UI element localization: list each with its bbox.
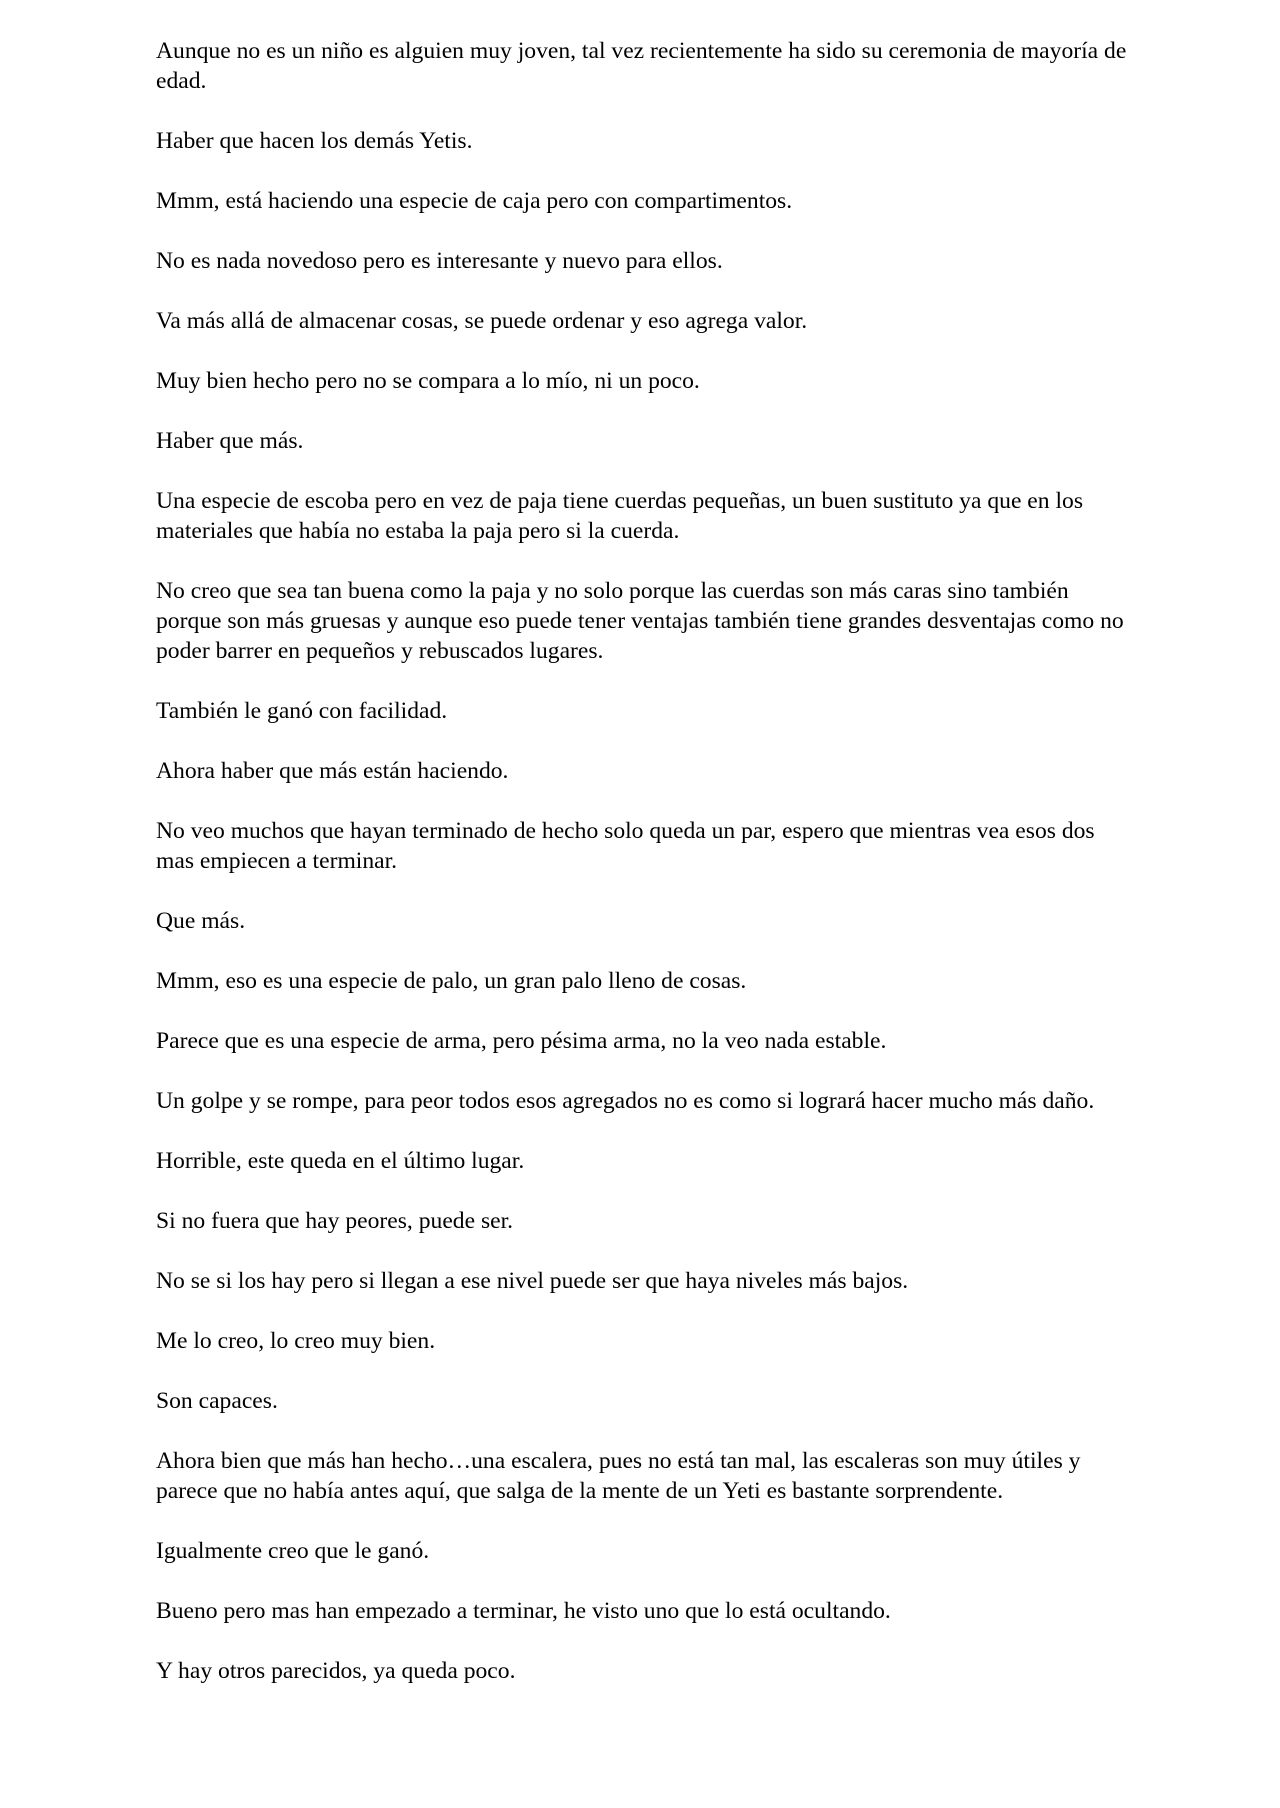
paragraph: No veo muchos que hayan terminado de hecho solo queda un par, espero que mientras vea esos dos mas empiecen a terminar.: [156, 818, 1095, 874]
paragraph: Igualmente creo que le ganó.: [156, 1538, 430, 1564]
paragraph: Ahora bien que más han hecho…una escalera, pues no está tan mal, las escaleras son muy útiles y parece que no había antes aquí, que salga de la mente de un Yeti es bastante sorprendente.: [156, 1448, 1081, 1504]
paragraph: No es nada novedoso pero es interesante y nuevo para ellos.: [156, 248, 723, 274]
paragraph: Y hay otros parecidos, ya queda poco.: [156, 1658, 516, 1684]
paragraph: Mmm, está haciendo una especie de caja pero con compartimentos.: [156, 188, 793, 214]
paragraph: Me lo creo, lo creo muy bien.: [156, 1328, 436, 1354]
paragraph: Si no fuera que hay peores, puede ser.: [156, 1208, 514, 1234]
paragraph: Muy bien hecho pero no se compara a lo mío, ni un poco.: [156, 368, 700, 394]
paragraph: No creo que sea tan buena como la paja y no solo porque las cuerdas son más caras sino también porque son más gruesas y aunque eso puede tener ventajas también tiene grandes desventajas como no poder barrer en pequeños y rebuscados lugares.: [156, 578, 1124, 664]
paragraph: Son capaces.: [156, 1388, 278, 1414]
paragraph: También le ganó con facilidad.: [156, 698, 448, 724]
paragraph: Va más allá de almacenar cosas, se puede ordenar y eso agrega valor.: [156, 308, 808, 334]
paragraph: Haber que hacen los demás Yetis.: [156, 128, 473, 154]
paragraph: Aunque no es un niño es alguien muy joven, tal vez recientemente ha sido su ceremonia de mayoría de edad.: [156, 38, 1127, 94]
paragraph: Haber que más.: [156, 428, 304, 454]
paragraph: No se si los hay pero si llegan a ese nivel puede ser que haya niveles más bajos.: [156, 1268, 909, 1294]
paragraph: Una especie de escoba pero en vez de paja tiene cuerdas pequeñas, un buen sustituto ya que en los materiales que había no estaba la paja pero si la cuerda.: [156, 488, 1084, 544]
paragraph: Parece que es una especie de arma, pero pésima arma, no la veo nada estable.: [156, 1028, 887, 1054]
paragraph: Ahora haber que más están haciendo.: [156, 758, 509, 784]
paragraph: Mmm, eso es una especie de palo, un gran palo lleno de cosas.: [156, 968, 747, 994]
paragraph: Horrible, este queda en el último lugar.: [156, 1148, 525, 1174]
document-page: [156, 36, 1136, 1716]
paragraph: Que más.: [156, 908, 246, 934]
paragraph: Bueno pero mas han empezado a terminar, he visto uno que lo está ocultando.: [156, 1598, 891, 1624]
paragraph: Un golpe y se rompe, para peor todos esos agregados no es como si logrará hacer mucho más daño.: [156, 1088, 1095, 1114]
